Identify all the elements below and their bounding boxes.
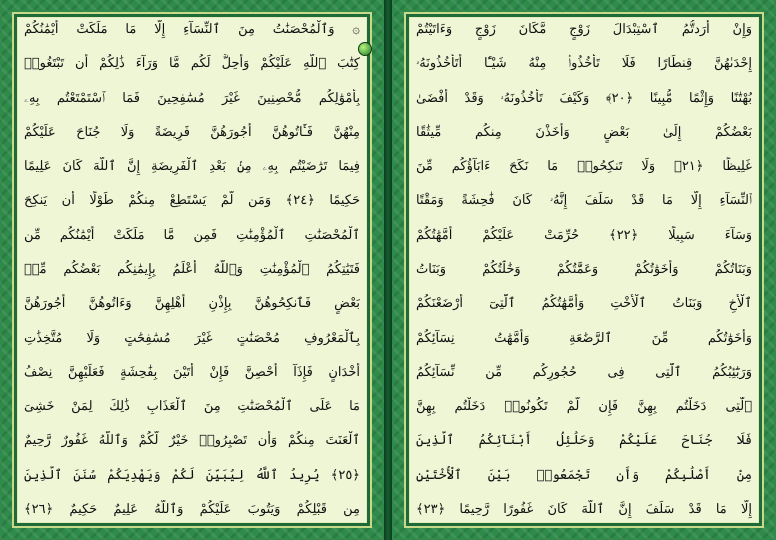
- hizb-marker-icon: [358, 42, 372, 56]
- right-line-12: ٱلَّٰتِى دَخَلْتُم بِهِنَّ فَإِن لَّمْ تَكُونُوا۟ دَخَلْتُم بِهِنَّ: [416, 399, 752, 415]
- left-line-5: فِيمَا تَرَٰضَيْتُم بِهِۦ مِنۢ بَعْدِ ٱلْفَرِيضَةِ إِنَّ ٱللَّهَ كَانَ عَلِيمًا: [24, 159, 360, 175]
- left-line-2: كِتَٰبَ ٱللَّهِ عَلَيْكُمْ وَأُحِلَّ لَكُم مَّا وَرَآءَ ذَٰلِكُمْ أَن تَبْتَغُوا۟: [24, 56, 360, 72]
- left-line-10: بِٱلْمَعْرُوفِ مُحْصَنَٰتٍ غَيْرَ مُسَٰفِحَٰتٍ وَلَا مُتَّخِذَٰتِ: [24, 330, 360, 346]
- right-line-2: إِحْدَىٰهُنَّ قِنطَارًا فَلَا تَأْخُذُوا۟ مِنْهُ شَيْـًٔا أَتَأْخُذُونَهُۥ: [416, 56, 752, 72]
- right-line-9: ٱلْأَخِ وَبَنَاتُ ٱلْأُخْتِ وَأُمَّهَٰتُكُمُ ٱلَّٰتِىٓ أَرْضَعْنَكُمْ: [416, 296, 752, 312]
- page-gutter: [384, 0, 392, 540]
- left-line-6: حَكِيمًا ﴿٢٤﴾ وَمَن لَّمْ يَسْتَطِعْ مِنكُمْ طَوْلًا أَن يَنكِحَ: [24, 193, 360, 209]
- left-line-8: فَتَيَٰتِكُمُ ٱلْمُؤْمِنَٰتِ وَٱللَّهُ أَعْلَمُ بِإِيمَٰنِكُم بَعْضُكُم مِّنۢ: [24, 261, 360, 277]
- left-line-15: مِن قَبْلِكُمْ وَيَتُوبَ عَلَيْكُمْ وَٱللَّهُ عَلِيمٌ حَكِيمٌ ﴿٢٦﴾: [24, 501, 360, 517]
- right-page-text: [416, 20, 752, 520]
- right-line-13: فَلَا جُنَاحَ عَلَيْكُمْ وَحَلَٰٓئِلُ أَبْنَآئِكُمُ ٱلَّذِينَ: [416, 433, 752, 449]
- left-line-1: ۞ وَٱلْمُحْصَنَٰتُ مِنَ ٱلنِّسَآءِ إِلَّا مَا مَلَكَتْ أَيْمَٰنُكُمْ: [24, 22, 360, 37]
- right-line-8: وَبَنَاتُكُمْ وَأَخَوَٰتُكُمْ وَعَمَّٰتُكُمْ وَخَٰلَٰتُكُمْ وَبَنَاتُ: [416, 261, 752, 277]
- left-page-text: [24, 20, 360, 520]
- left-line-12: مَا عَلَى ٱلْمُحْصَنَٰتِ مِنَ ٱلْعَذَابِ ذَٰلِكَ لِمَنْ خَشِىَ: [24, 399, 360, 415]
- right-line-6: ٱلنِّسَآءِ إِلَّا مَا قَدْ سَلَفَ إِنَّهُۥ كَانَ فَٰحِشَةً وَمَقْتًا: [416, 193, 752, 209]
- right-line-4: بَعْضُكُمْ إِلَىٰ بَعْضٍ وَأَخَذْنَ مِنكُم مِّيثَٰقًا: [416, 124, 752, 140]
- left-line-4: مِنْهُنَّ فَـَٔاتُوهُنَّ أُجُورَهُنَّ فَرِيضَةً وَلَا جُنَاحَ عَلَيْكُمْ: [24, 124, 360, 140]
- right-line-14: مِنْ أَصْلَٰبِكُمْ وَأَن تَجْمَعُوا۟ بَيْنَ ٱلْأُخْتَيْنِ: [416, 467, 752, 483]
- right-line-7: وَسَآءَ سَبِيلًا ﴿٢٢﴾ حُرِّمَتْ عَلَيْكُمْ أُمَّهَٰتُكُمْ: [416, 227, 752, 243]
- left-page-frame: [12, 12, 372, 528]
- left-line-11: أَخْدَانٍ فَإِذَآ أُحْصِنَّ فَإِنْ أَتَيْنَ بِفَٰحِشَةٍ فَعَلَيْهِنَّ نِصْفُ: [24, 364, 360, 380]
- right-line-10: وَأَخَوَٰتُكُم مِّنَ ٱلرَّضَٰعَةِ وَأُمَّهَٰتُ نِسَآئِكُمْ: [416, 330, 752, 346]
- left-line-14: ﴿٢٥﴾ يُرِيدُ ٱللَّهُ لِيُبَيِّنَ لَكُمْ وَيَهْدِيَكُمْ سُنَنَ ٱلَّذِينَ: [24, 467, 360, 483]
- left-line-3: بِأَمْوَٰلِكُم مُّحْصِنِينَ غَيْرَ مُسَٰفِحِينَ فَمَا ٱسْتَمْتَعْتُم بِهِۦ: [24, 90, 360, 106]
- left-line-7: ٱلْمُحْصَنَٰتِ ٱلْمُؤْمِنَٰتِ فَمِن مَّا مَلَكَتْ أَيْمَٰنُكُم مِّن: [24, 227, 360, 243]
- right-line-5: غَلِيظًا ﴿٢١﴾ وَلَا تَنكِحُوا۟ مَا نَكَحَ ءَابَآؤُكُم مِّنَ: [416, 159, 752, 175]
- right-page: [392, 0, 776, 540]
- right-line-11: وَرَبَٰٓئِبُكُمُ ٱلَّٰتِى فِى حُجُورِكُم مِّن نِّسَآئِكُمُ: [416, 364, 752, 380]
- right-line-1: وَإِنْ أَرَدتُّمُ ٱسْتِبْدَالَ زَوْجٍ مَّكَانَ زَوْجٍ وَءَاتَيْتُمْ: [416, 22, 752, 37]
- left-page: [0, 0, 384, 540]
- left-line-13: ٱلْعَنَتَ مِنكُمْ وَأَن تَصْبِرُوا۟ خَيْرٌ لَّكُمْ وَٱللَّهُ غَفُورٌ رَّحِيمٌ: [24, 433, 360, 449]
- right-page-frame: [404, 12, 764, 528]
- left-line-9: بَعْضٍ فَٱنكِحُوهُنَّ بِإِذْنِ أَهْلِهِنَّ وَءَاتُوهُنَّ أُجُورَهُنَّ: [24, 296, 360, 312]
- right-line-15: إِلَّا مَا قَدْ سَلَفَ إِنَّ ٱللَّهَ كَانَ غَفُورًا رَّحِيمًا ﴿٢٣﴾: [416, 501, 752, 517]
- right-line-3: بُهْتَٰنًا وَإِثْمًا مُّبِينًا ﴿٢٠﴾ وَكَيْفَ تَأْخُذُونَهُۥ وَقَدْ أَفْضَىٰ: [416, 90, 752, 106]
